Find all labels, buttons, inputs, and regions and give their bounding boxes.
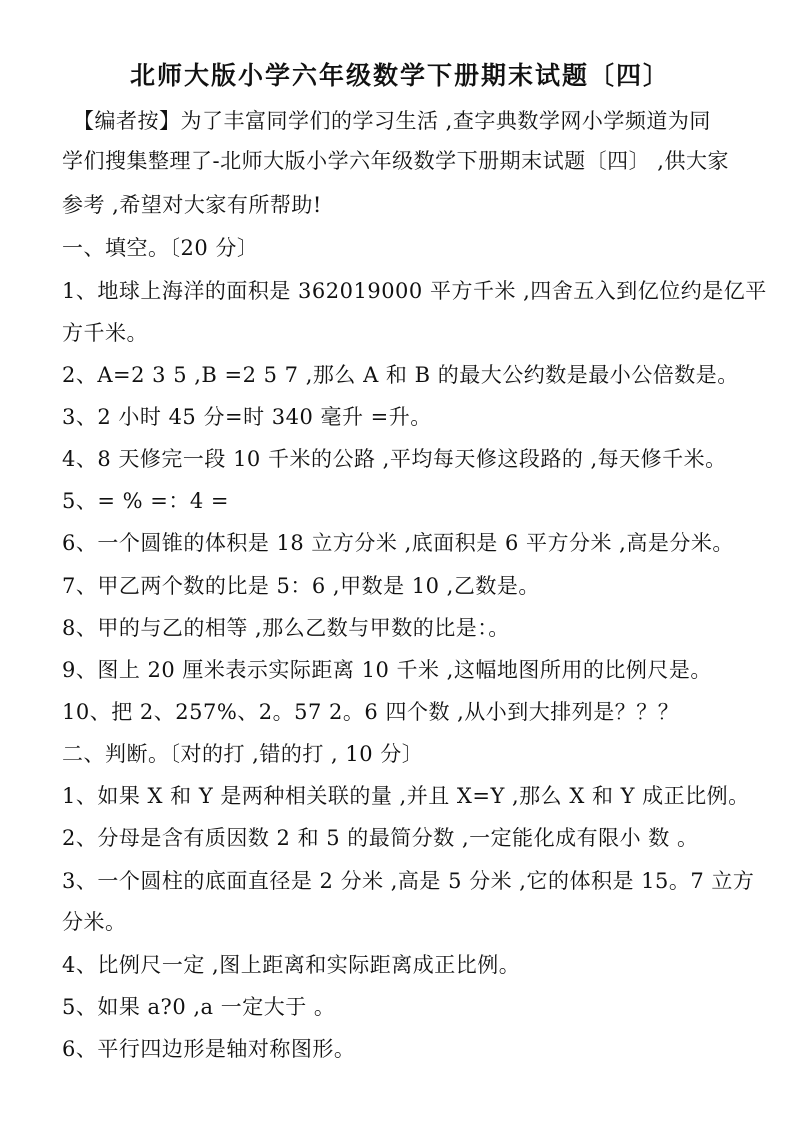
section-fill-blank-heading: 一、填空。〔20 分〕 (62, 236, 259, 260)
page-title: 北师大版小学六年级数学下册期末试题〔四〕 (129, 61, 670, 90)
fill-question-8: 8、甲的与乙的相等 ,那么乙数与甲数的比是：。 (62, 616, 510, 640)
judge-question-3-line-1: 3、一个圆柱的底面直径是 2 分米 ,高是 5 分米 ,它的体积是 15。7 立方 (62, 869, 755, 893)
fill-question-3: 3、2 小时 45 分=时 340 毫升 =升。 (62, 405, 432, 429)
intro-line-1: 【编者按】为了丰富同学们的学习生活 ,查字典数学网小学频道为同 (62, 109, 711, 133)
judge-question-5: 5、如果 a?0 ,a 一定大于 。 (62, 995, 336, 1019)
fill-question-4: 4、8 天修完一段 10 千米的公路 ,平均每天修这段路的 ,每天修千米。 (62, 447, 727, 471)
fill-question-1-line-1: 1、地球上海洋的面积是 362019000 平方千米 ,四舍五入到亿位约是亿平 (62, 279, 767, 303)
judge-question-4: 4、比例尺一定 ,图上距离和实际距离成正比例。 (62, 953, 521, 977)
fill-question-7: 7、甲乙两个数的比是 5：6 ,甲数是 10 ,乙数是。 (62, 574, 540, 598)
judge-question-2: 2、分母是含有质因数 2 和 5 的最简分数 ,一定能化成有限小 数 。 (62, 826, 699, 850)
judge-question-3-line-2: 分米。 (62, 910, 127, 934)
fill-question-9: 9、图上 20 厘米表示实际距离 10 千米 ,这幅地图所用的比例尺是。 (62, 658, 712, 682)
fill-question-1-line-2: 方千米。 (62, 321, 148, 345)
intro-line-2: 学们搜集整理了-北师大版小学六年级数学下册期末试题〔四〕 ,供大家 (62, 149, 729, 173)
fill-question-2: 2、A=2 3 5 ,B =2 5 7 ,那么 A 和 B 的最大公约数是最小公倍数是。 (62, 363, 739, 387)
judge-question-1: 1、如果 X 和 Y 是两种相关联的量 ,并且 X=Y ,那么 X 和 Y 成正比例。 (62, 784, 750, 808)
fill-question-10: 10、把 2、257%、2。57 2。6 四个数 ,从小到大排列是？？？ (62, 700, 680, 724)
judge-question-6: 6、平行四边形是轴对称图形。 (62, 1037, 356, 1061)
intro-line-3: 参考 ,希望对大家有所帮助! (62, 193, 322, 217)
fill-question-5: 5、= % =：4 = (62, 489, 229, 513)
section-true-false-heading: 二、判断。〔对的打 ,错的打 , 10 分〕 (62, 742, 424, 766)
fill-question-6: 6、一个圆锥的体积是 18 立方分米 ,底面积是 6 平方分米 ,高是分米。 (62, 531, 734, 555)
